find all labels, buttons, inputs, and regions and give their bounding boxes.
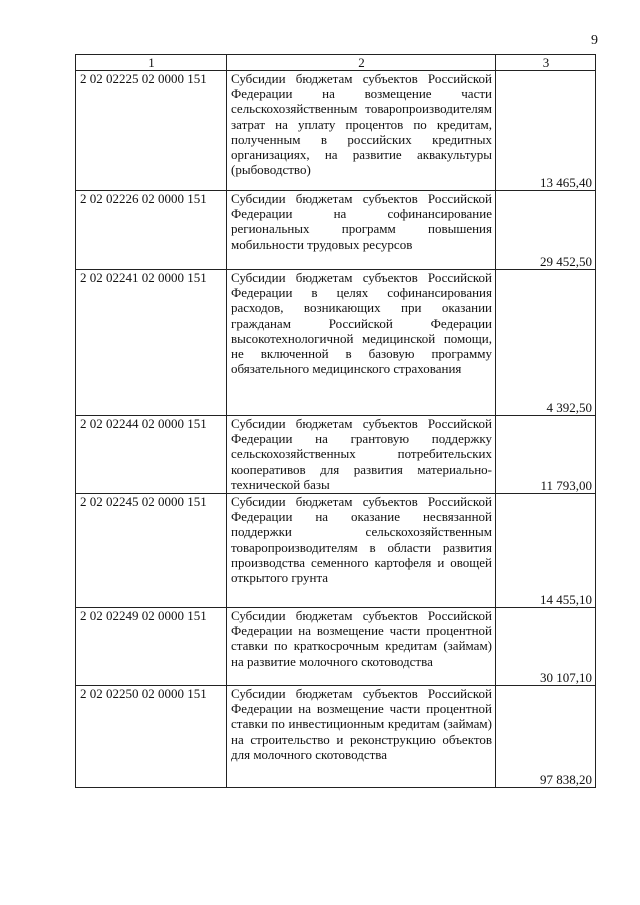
header-col-3: 3 [496, 55, 596, 71]
subsidy-amount: 29 452,50 [496, 191, 596, 270]
table-row [76, 686, 596, 788]
budget-code: 2 02 02250 02 0000 151 [76, 686, 227, 788]
table-header-row [76, 55, 596, 71]
budget-code: 2 02 02245 02 0000 151 [76, 494, 227, 608]
budget-code: 2 02 02244 02 0000 151 [76, 416, 227, 494]
subsidy-amount: 30 107,10 [496, 608, 596, 686]
budget-code: 2 02 02226 02 0000 151 [76, 191, 227, 270]
table-row [76, 494, 596, 608]
page-number: 9 [591, 33, 598, 48]
table-row [76, 416, 596, 494]
budget-code: 2 02 02241 02 0000 151 [76, 270, 227, 416]
subsidy-amount: 13 465,40 [496, 71, 596, 191]
subsidy-amount: 14 455,10 [496, 494, 596, 608]
table-row [76, 191, 596, 270]
subsidy-description: Субсидии бюджетам субъектов Российской Федерации на возмещение части сельскохозяйственным товаропроизводителям затрат на уплату процентов по кредитам, полученным в российских кредитных организациях, на развитие аквакультуры (рыбоводство) [227, 71, 496, 191]
header-col-1: 1 [76, 55, 227, 71]
subsidy-description: Субсидии бюджетам субъектов Российской Федерации на грантовую поддержку сельскохозяйственных потребительских кооперативов для развития материально-технической базы [227, 416, 496, 494]
table-row [76, 270, 596, 416]
subsidy-description: Субсидии бюджетам субъектов Российской Федерации на возмещение части процентной ставки по краткосрочным кредитам (займам) на развитие молочного скотоводства [227, 608, 496, 686]
header-col-2: 2 [227, 55, 496, 71]
budget-code: 2 02 02249 02 0000 151 [76, 608, 227, 686]
budget-code: 2 02 02225 02 0000 151 [76, 71, 227, 191]
table-row [76, 608, 596, 686]
table-body [76, 71, 596, 788]
subsidy-amount: 11 793,00 [496, 416, 596, 494]
table-header [76, 55, 596, 71]
subsidy-amount: 97 838,20 [496, 686, 596, 788]
budget-table [75, 54, 596, 788]
subsidy-description: Субсидии бюджетам субъектов Российской Федерации в целях софинансирования расходов, возникающих при оказании гражданам Российской Федерации высокотехнологичной медицинской помощи, не включенной в базовую программу обязательного медицинского страхования [227, 270, 496, 416]
subsidy-description: Субсидии бюджетам субъектов Российской Федерации на возмещение части процентной ставки по инвестиционным кредитам (займам) на строительство и реконструкцию объектов для молочного скотоводства [227, 686, 496, 788]
table-row [76, 71, 596, 191]
subsidy-description: Субсидии бюджетам субъектов Российской Федерации на оказание несвязанной поддержки сельскохозяйственным товаропроизводителям в области развития производства семенного картофеля и овощей открытого грунта [227, 494, 496, 608]
subsidy-amount: 4 392,50 [496, 270, 596, 416]
subsidy-description: Субсидии бюджетам субъектов Российской Федерации на софинансирование региональных программ повышения мобильности трудовых ресурсов [227, 191, 496, 270]
